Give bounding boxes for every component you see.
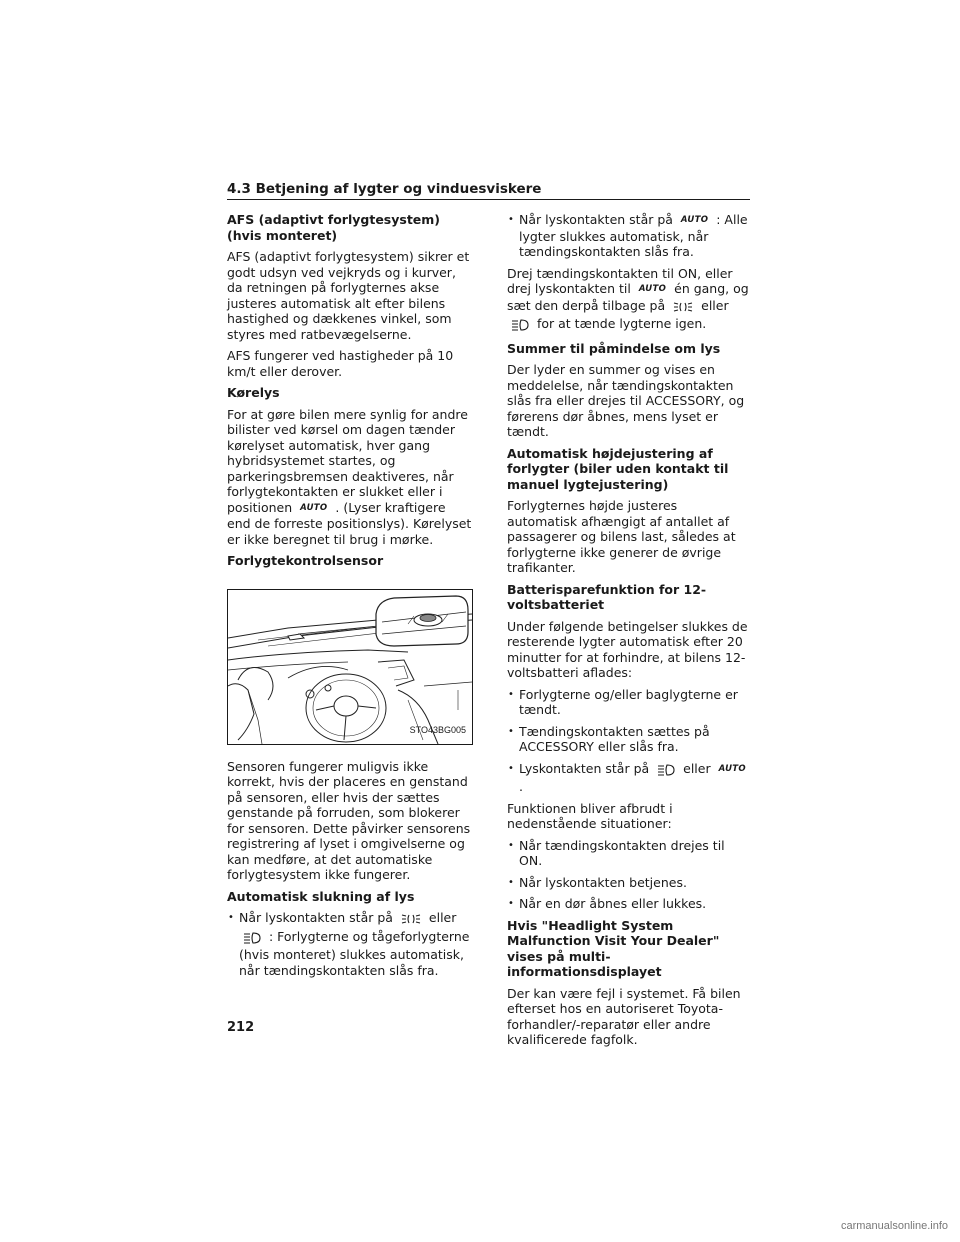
hoejde-heading: Automatisk højdejustering af forlygter (biler uden kontakt til manuel lygtejustering) xyxy=(507,445,729,492)
dashboard-sensor-figure xyxy=(227,589,473,745)
list-item: • Når en dør åbnes eller lukkes. xyxy=(507,896,751,912)
afs-paragraph-1: AFS (adaptivt forlygtesystem) sikrer et godt udsyn ved vejkryds og i kurver, da retningen på forlygternes akse justeres automatisk alt efter bilens hastighed og dækkenes vinkel, som styres med ratbevægelserne. xyxy=(227,249,470,342)
korelys-paragraph xyxy=(227,407,473,548)
auto-icon: AUTO xyxy=(638,284,667,294)
battery-b3-or: eller xyxy=(683,760,711,776)
auto-icon: AUTO xyxy=(680,215,709,225)
auto-text-a: Når lyskontakten står på xyxy=(519,212,673,227)
figure-id: STO43BG005 xyxy=(409,725,466,735)
sensor-callout xyxy=(298,596,468,646)
afs-paragraph-2: AFS fungerer ved hastigheder på 10 km/t eller derover. xyxy=(227,348,454,379)
afbrudt-paragraph: Funktionen bliver afbrudt i nedenstående situationer: xyxy=(507,800,673,831)
auto-off-or: eller xyxy=(428,910,457,925)
list-item: • Forlygterne og/eller baglygterne er tændt. xyxy=(507,687,751,718)
afbrudt-list xyxy=(507,838,751,912)
battery-heading: Batterisparefunktion for 12-voltsbatteriet xyxy=(507,581,707,612)
headlight-icon xyxy=(243,932,261,948)
watermark: carmanualsonline.info xyxy=(840,1220,948,1232)
list-item: • Når lyskontakten betjenes. xyxy=(507,875,751,891)
dashboard-illustration xyxy=(228,590,472,744)
section-header xyxy=(227,178,750,200)
malfunction-paragraph: Der kan være fejl i systemet. Få bilen efterset hos en autoriseret Toyota-forhandler/-reparatør eller andre kvalificerede fagfolk. xyxy=(507,985,741,1047)
list-item: • Når tændingskontakten drejes til ON. xyxy=(507,838,751,869)
auto-off-heading: Automatisk slukning af lys xyxy=(227,888,415,904)
list-item xyxy=(507,761,751,795)
auto-off-list xyxy=(227,910,473,978)
summer-paragraph: Der lyder en summer og vises en meddelelse, når tændingskontakten slås fra eller drejes til ACCESSORY, og førerens dør åbnes, mens lyset er tændt. xyxy=(507,362,745,439)
list-item xyxy=(227,910,473,978)
auto-list xyxy=(507,212,751,260)
section-title: 4.3 Betjening af lygter og vinduesviskere xyxy=(227,181,542,197)
malfunction-heading: Hvis "Headlight System Malfunction Visit Your Dealer" vises på multi-informationsdisplayet xyxy=(507,917,720,979)
auto-off-text-b: : Forlygterne og tågeforlygterne (hvis monteret) slukkes automatisk, når tændingskontakten slås fra. xyxy=(239,928,470,978)
auto-icon: AUTO xyxy=(718,763,746,774)
page-number: 212 xyxy=(227,1020,255,1035)
drej-or: eller xyxy=(701,297,729,313)
parking-light-icon xyxy=(673,301,693,317)
korelys-heading: Kørelys xyxy=(227,385,280,400)
list-item xyxy=(507,212,751,260)
korelys-text-a: For at gøre bilen mere synlig for andre bilister ved kørsel om dagen tænder kørelyset automatisk, hver gang hybridsystemet startes, og parkeringsbremsen deaktiveres, når forlygtekontakten er slukket eller i positionen xyxy=(227,406,468,515)
afs-heading: AFS (adaptivt forlygtesystem) (hvis monteret) xyxy=(227,212,441,243)
battery-b3-text-b: . xyxy=(519,779,523,794)
parking-light-icon xyxy=(401,913,421,929)
hoejde-paragraph: Forlygternes højde justeres automatisk afhængigt af antallet af passagerer og bilens last, således at forlygterne ikke generer de øvrige trafikanter. xyxy=(507,498,736,575)
auto-off-text-a: Når lyskontakten står på xyxy=(239,910,393,925)
right-column xyxy=(507,212,751,1054)
headlight-icon xyxy=(511,319,529,335)
drej-paragraph xyxy=(507,266,751,335)
auto-icon: AUTO xyxy=(300,502,328,513)
drej-text-a: Drej tændingskontakten til ON, eller drej lyskontakten til xyxy=(507,265,733,296)
list-item: • Tændingskontakten sættes på ACCESSORY eller slås fra. xyxy=(507,724,751,755)
battery-list xyxy=(507,687,751,795)
drej-text-c: for at tænde lygterne igen. xyxy=(536,316,707,331)
drej-text-b: én gang, og sæt den derpå tilbage på xyxy=(507,281,749,313)
summer-heading: Summer til påmindelse om lys xyxy=(507,340,721,356)
left-column xyxy=(227,212,473,984)
auto-text-b: : Alle lygter slukkes automatisk, når tændingskontakten slås fra. xyxy=(519,212,748,259)
sensor-heading: Forlygtekontrolsensor xyxy=(227,553,384,568)
korelys-text-b: . (Lyser kraftigere end de forreste positionslys). Kørelyset er ikke beregnet til brug i mørke. xyxy=(227,499,472,547)
battery-b3-text-a: Lyskontakten står på xyxy=(519,760,650,776)
battery-paragraph: Under følgende betingelser slukkes de resterende lygter automatisk efter 20 minutter for at forhindre, at bilens 12-voltsbatteri aflades: xyxy=(507,618,748,680)
sensor-paragraph: Sensoren fungerer muligvis ikke korrekt, hvis der placeres en genstand på sensoren, eller hvis der sættes genstande på forruden, som blokerer for sensoren. Dette påvirker sensorens registrering af lyset i omgivelserne og kan medføre, at det automatiske forlygtesystem ikke fungerer. xyxy=(227,758,471,882)
headlight-icon xyxy=(657,764,675,780)
